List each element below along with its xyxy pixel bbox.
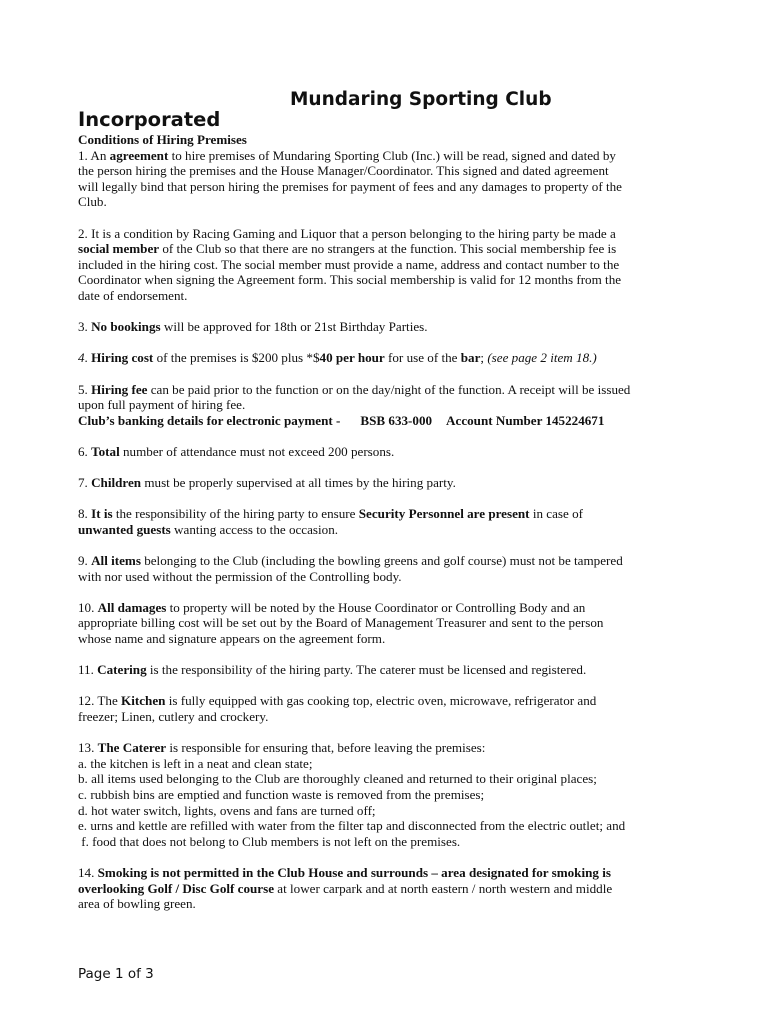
clause-7: 7. Children must be properly supervised at all times by the hiring party. [78,475,456,491]
clause-3: 3. No bookings will be approved for 18th or 21st Birthday Parties. [78,319,428,335]
page-number: Page 1 of 3 [78,966,154,982]
list-item: c. rubbish bins are emptied and function waste is removed from the premises; [78,786,485,802]
clause-6: 6. Total number of attendance must not exceed 200 persons. [78,443,395,459]
clause-13: 13. The Caterer is responsible for ensuring that, before leaving the premises: a. the kitchen is left in a neat and clean state; b. all items used belonging to the Club are thoroughly cleaned and returned to their original places; c. rubbish bins are emptied and function waste is removed from the premises; d. hot water switch, lights, ovens and fans are turned off; e. urns and kettle are refilled with water from the filter tap and disconnected from the electric outlet; and f. food that does not belong to Club members is not left on the premises. [78,740,710,849]
list-item: d. hot water switch, lights, ovens and fans are turned off; [78,802,376,818]
section-heading: Conditions of Hiring Premises [78,132,247,147]
clause-5: 5. Hiring fee can be paid prior to the function or on the day/night of the function. A receipt will be issued upon full payment of hiring fee. Club’s banking details for electronic payment - BSB 633-000 Account Number 145224671 [78,382,710,429]
list-item: f. food that does not belong to Club members is not left on the premises. [78,833,461,849]
clause-9: 9. All items belonging to the Club (including the bowling greens and golf course) must not be tampered with nor used without the permission of the Controlling body. [78,553,623,584]
clause-2: 2. It is a condition by Racing Gaming and Liquor that a person belonging to the hiring party be made a social member of the Club so that there are no strangers at the function. This social membership fee is included in the hiring cost. The social member must provide a name, address and contact number to the Coordinator when signing the Agreement form. This social membership is valid for 12 months from the date of endorsement. [78,225,622,303]
list-item: a. the kitchen is left in a neat and clean state; [78,755,313,771]
clause-4: 4. Hiring cost of the premises is $200 plus *$40 per hour for use of the bar; (see page 2 item 18.) [78,350,597,366]
clause-8: 8. It is the responsibility of the hiring party to ensure Security Personnel are present in case of unwanted guests wanting access to the occasion. [78,506,583,537]
list-item: e. urns and kettle are refilled with water from the filter tap and disconnected from the electric outlet; and [78,818,626,834]
list-item: b. all items used belonging to the Club are thoroughly cleaned and returned to their original places; [78,771,597,787]
clause-1: 1. An agreement to hire premises of Mundaring Sporting Club (Inc.) will be read, signed and dated by the person hiring the premises and the House Manager/Coordinator. This signed and dated agreement will legally bind that person hiring the premises for payment of fees and any damages to property of the Club. [78,147,622,210]
clause-10: 10. All damages to property will be noted by the House Coordinator or Controlling Body and an appropriate billing cost will be set out by the Board of Management Treasurer and sent to the person whose name and signature appears on the agreement form. [78,599,604,646]
clause-14: 14. Smoking is not permitted in the Club House and surrounds – area designated for smoking is overlooking Golf / Disc Golf course at lower carpark and at north eastern / north western and middle area of bowling green. [78,864,613,912]
conditions-body [78,132,710,912]
clause-11: 11. Catering is the responsibility of the hiring party. The caterer must be licensed and registered. [78,662,587,678]
page-subtitle: Incorporated [78,108,221,131]
clause-12: 12. The Kitchen is fully equipped with gas cooking top, electric oven, microwave, refrigerator and freezer; Linen, cutlery and crockery. [78,693,597,724]
page-title: Mundaring Sporting Club [290,89,552,110]
banking-details: Club’s banking details for electronic payment - BSB 633-000 Account Number 145224671 [78,412,605,428]
